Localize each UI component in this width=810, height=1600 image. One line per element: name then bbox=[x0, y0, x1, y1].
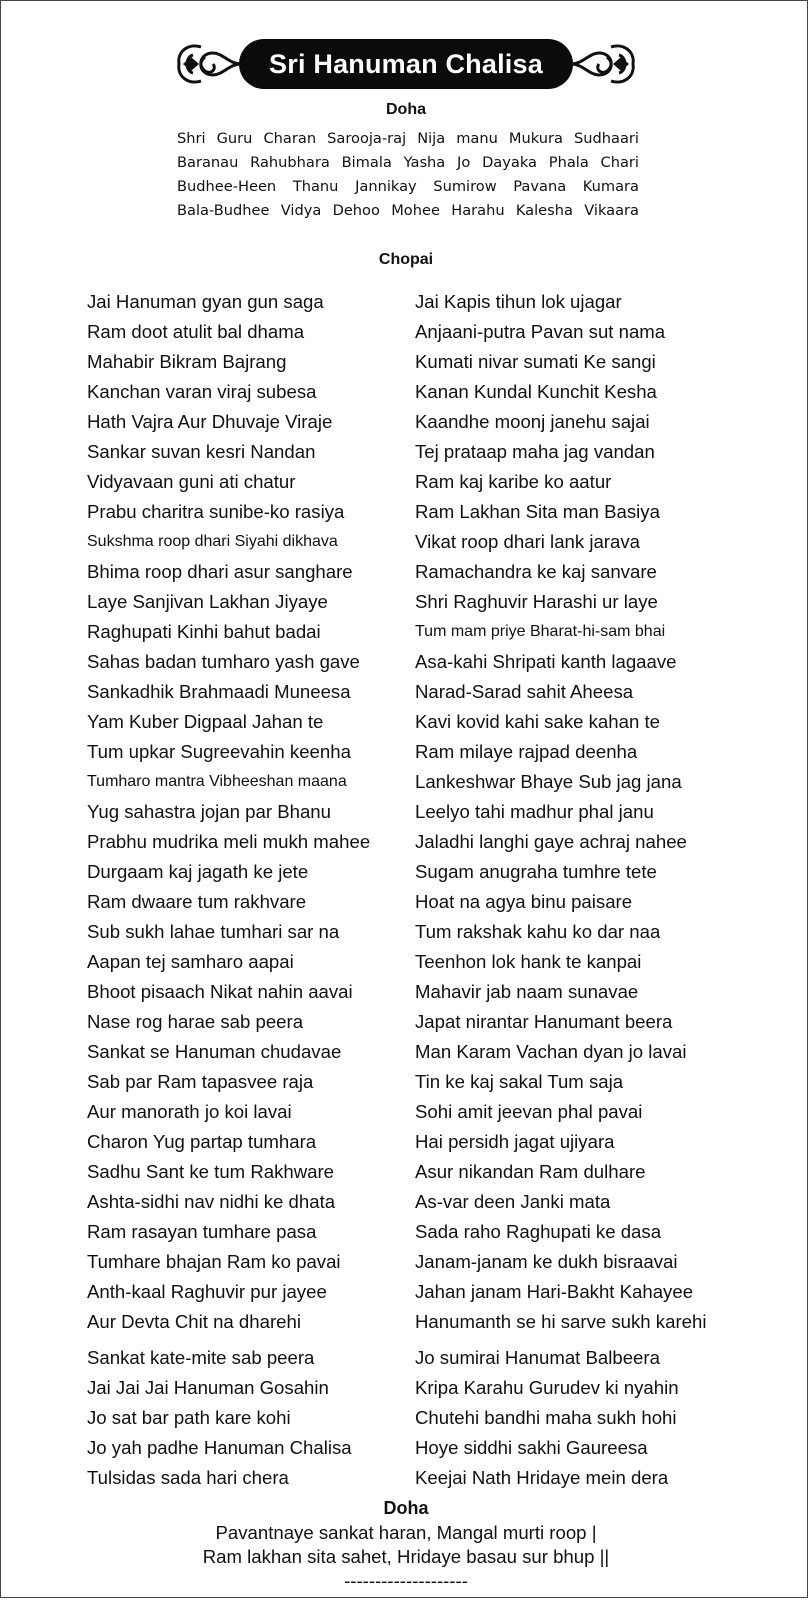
chopai-row bbox=[1, 827, 810, 857]
chopai-right-line: Ram milaye rajpad deenha bbox=[415, 741, 638, 762]
chopai-right-line: Jo sumirai Hanumat Balbeera bbox=[415, 1347, 660, 1368]
chopai-row bbox=[1, 737, 810, 767]
scroll-ornament-icon bbox=[569, 39, 641, 89]
chopai-left-line: Jo sat bar path kare kohi bbox=[87, 1407, 291, 1428]
chopai-row bbox=[1, 527, 810, 557]
chopai-row bbox=[1, 887, 810, 917]
chopai-row bbox=[1, 707, 810, 737]
chopai-left-line: Sahas badan tumharo yash gave bbox=[87, 651, 360, 672]
scroll-ornament-icon bbox=[171, 39, 243, 89]
verse-line: Pavantnaye sankat haran, Mangal murti roop | bbox=[215, 1522, 597, 1543]
chopai-left-line: Sadhu Sant ke tum Rakhware bbox=[87, 1161, 335, 1182]
chopai-row bbox=[1, 1157, 810, 1187]
chopai-right-line: Sada raho Raghupati ke dasa bbox=[415, 1221, 662, 1242]
chopai-right-line: Sugam anugraha tumhre tete bbox=[415, 861, 657, 882]
chopai-right-line: Mahavir jab naam sunavae bbox=[415, 981, 639, 1002]
chopai-right-line: Teenhon lok hank te kanpai bbox=[415, 951, 642, 972]
verse-line: Budhee-Heen Thanu Jannikay Sumirow Pavana Kumara bbox=[177, 178, 639, 195]
chopai-row bbox=[1, 1007, 810, 1037]
chopai-left-line: Jo yah padhe Hanuman Chalisa bbox=[87, 1437, 352, 1458]
chopai-row bbox=[1, 1037, 810, 1067]
chopai-row bbox=[1, 347, 810, 377]
chopai-row bbox=[1, 857, 810, 887]
chopai-verses bbox=[1, 287, 810, 1493]
chopai-right-line: Leelyo tahi madhur phal janu bbox=[415, 801, 654, 822]
verse-line: Shri Guru Charan Sarooja-raj Nija manu Mukura Sudhaari bbox=[177, 130, 639, 147]
chopai-right-line: Chutehi bandhi maha sukh hohi bbox=[415, 1407, 677, 1428]
chopai-left-line: Yam Kuber Digpaal Jahan te bbox=[87, 711, 324, 732]
chopai-left-line: Hath Vajra Aur Dhuvaje Viraje bbox=[87, 411, 333, 432]
chopai-right-line: Asur nikandan Ram dulhare bbox=[415, 1161, 646, 1182]
verse-line: Ram lakhan sita sahet, Hridaye basau sur bhup || bbox=[202, 1546, 610, 1567]
chopai-left-line: Prabu charitra sunibe-ko rasiya bbox=[87, 501, 345, 522]
chopai-left-line: Charon Yug partap tumhara bbox=[87, 1131, 317, 1152]
chopai-left-line: Bhoot pisaach Nikat nahin aavai bbox=[87, 981, 353, 1002]
chopai-row bbox=[1, 1433, 810, 1463]
chopai-right-line: Tin ke kaj sakal Tum saja bbox=[415, 1071, 624, 1092]
chopai-right-line: As-var deen Janki mata bbox=[415, 1191, 611, 1212]
page-title: Sri Hanuman Chalisa bbox=[269, 48, 543, 79]
chopai-left-line: Bhima roop dhari asur sanghare bbox=[87, 561, 353, 582]
chopai-row bbox=[1, 617, 810, 647]
chopai-right-line: Lankeshwar Bhaye Sub jag jana bbox=[415, 771, 682, 792]
chopai-left-line: Sab par Ram tapasvee raja bbox=[87, 1071, 314, 1092]
chopai-left-line: Ram dwaare tum rakhvare bbox=[87, 891, 307, 912]
chopai-row bbox=[1, 1187, 810, 1217]
chopai-left-line: Tum upkar Sugreevahin keenha bbox=[87, 741, 351, 762]
verse-line: Bala-Budhee Vidya Dehoo Mohee Harahu Kalesha Vikaara bbox=[177, 202, 639, 219]
chopai-left-line: Durgaam kaj jagath ke jete bbox=[87, 861, 309, 882]
chopai-left-line: Aapan tej samharo aapai bbox=[87, 951, 294, 972]
chopai-row bbox=[1, 1127, 810, 1157]
doha-opening-verse bbox=[177, 127, 639, 223]
chopai-left-line: Mahabir Bikram Bajrang bbox=[87, 351, 287, 372]
title-pill bbox=[239, 39, 573, 89]
chopai-right-line: Ram kaj karibe ko aatur bbox=[415, 471, 612, 492]
chopai-left-line: Ashta-sidhi nav nidhi ke dhata bbox=[87, 1191, 336, 1212]
chopai-left-line: Sankat se Hanuman chudavae bbox=[87, 1041, 342, 1062]
chopai-left-line: Tumharo mantra Vibheeshan maana bbox=[87, 773, 347, 790]
divider-line: -------------------- bbox=[344, 1570, 468, 1591]
chopai-row bbox=[1, 467, 810, 497]
doha-closing-verse bbox=[1, 1521, 810, 1593]
chopai-left-line: Sankar suvan kesri Nandan bbox=[87, 441, 316, 462]
chopai-left-line: Ram doot atulit bal dhama bbox=[87, 321, 305, 342]
chopai-row bbox=[1, 1217, 810, 1247]
chopai-right-line: Jahan janam Hari-Bakht Kahayee bbox=[415, 1281, 694, 1302]
chopai-right-line: Kripa Karahu Gurudev ki nyahin bbox=[415, 1377, 679, 1398]
chopai-row bbox=[1, 1097, 810, 1127]
chopai-right-line: Ram Lakhan Sita man Basiya bbox=[415, 501, 660, 522]
chopai-left-line: Kanchan varan viraj subesa bbox=[87, 381, 317, 402]
chopai-left-line: Sukshma roop dhari Siyahi dikhava bbox=[87, 533, 338, 550]
chopai-right-line: Janam-janam ke dukh bisraavai bbox=[415, 1251, 678, 1272]
chopai-row bbox=[1, 1343, 810, 1373]
doha-closing-heading: Doha bbox=[383, 1498, 429, 1518]
chopai-right-line: Keejai Nath Hridaye mein dera bbox=[415, 1467, 669, 1488]
chopai-row bbox=[1, 767, 810, 797]
chopai-row bbox=[1, 947, 810, 977]
chopai-heading: Chopai bbox=[378, 251, 434, 268]
chopai-right-line: Man Karam Vachan dyan jo lavai bbox=[415, 1041, 687, 1062]
chopai-right-line: Hai persidh jagat ujiyara bbox=[415, 1131, 615, 1152]
chopai-left-line: Raghupati Kinhi bahut badai bbox=[87, 621, 321, 642]
chopai-right-line: Tum rakshak kahu ko dar naa bbox=[415, 921, 661, 942]
chopai-left-line: Aur manorath jo koi lavai bbox=[87, 1101, 292, 1122]
verse-line: Baranau Rahubhara Bimala Yasha Jo Dayaka Phala Chari bbox=[177, 154, 639, 171]
chopai-right-line: Kanan Kundal Kunchit Kesha bbox=[415, 381, 657, 402]
chopai-left-line: Sankat kate-mite sab peera bbox=[87, 1347, 315, 1368]
chopai-right-line: Kavi kovid kahi sake kahan te bbox=[415, 711, 660, 732]
chopai-right-line: Tej prataap maha jag vandan bbox=[415, 441, 655, 462]
chopai-row bbox=[1, 407, 810, 437]
chopai-row bbox=[1, 377, 810, 407]
chopai-left-line: Prabhu mudrika meli mukh mahee bbox=[87, 831, 371, 852]
chopai-right-line: Kumati nivar sumati Ke sangi bbox=[415, 351, 656, 372]
chopai-left-line: Sankadhik Brahmaadi Muneesa bbox=[87, 681, 351, 702]
chopai-row bbox=[1, 1463, 810, 1493]
chopai-left-line: Tulsidas sada hari chera bbox=[87, 1467, 289, 1488]
chopai-right-line: Hanumanth se hi sarve sukh karehi bbox=[415, 1311, 707, 1332]
chopai-left-line: Nase rog harae sab peera bbox=[87, 1011, 304, 1032]
chopai-row bbox=[1, 977, 810, 1007]
doha-heading: Doha bbox=[386, 101, 426, 118]
chopai-row bbox=[1, 1403, 810, 1433]
title-banner bbox=[171, 39, 641, 89]
chopai-row bbox=[1, 1307, 810, 1337]
chopai-row bbox=[1, 797, 810, 827]
chopai-left-line: Jai Hanuman gyan gun saga bbox=[87, 291, 324, 312]
chopai-row bbox=[1, 557, 810, 587]
chopai-right-line: Asa-kahi Shripati kanth lagaave bbox=[415, 651, 677, 672]
chopai-row bbox=[1, 287, 810, 317]
chopai-right-line: Shri Raghuvir Harashi ur laye bbox=[415, 591, 658, 612]
chopai-right-line: Narad-Sarad sahit Aheesa bbox=[415, 681, 634, 702]
chopai-right-line: Hoye siddhi sakhi Gaureesa bbox=[415, 1437, 648, 1458]
chopai-left-line: Ram rasayan tumhare pasa bbox=[87, 1221, 317, 1242]
chopai-right-line: Jaladhi langhi gaye achraj nahee bbox=[415, 831, 687, 852]
chopai-row bbox=[1, 917, 810, 947]
chopai-left-line: Laye Sanjivan Lakhan Jiyaye bbox=[87, 591, 328, 612]
chopai-right-line: Vikat roop dhari lank jarava bbox=[415, 531, 640, 552]
chopai-row bbox=[1, 497, 810, 527]
chopai-left-line: Tumhare bhajan Ram ko pavai bbox=[87, 1251, 341, 1272]
chopai-row bbox=[1, 1067, 810, 1097]
chopai-right-line: Hoat na agya binu paisare bbox=[415, 891, 633, 912]
chopai-row bbox=[1, 1373, 810, 1403]
chopai-row bbox=[1, 677, 810, 707]
chopai-row bbox=[1, 647, 810, 677]
chopai-right-line: Anjaani-putra Pavan sut nama bbox=[415, 321, 666, 342]
chopai-row bbox=[1, 317, 810, 347]
chopai-left-line: Vidyavaan guni ati chatur bbox=[87, 471, 296, 492]
chopai-right-line: Jai Kapis tihun lok ujagar bbox=[415, 291, 622, 312]
chopai-row bbox=[1, 1247, 810, 1277]
chopai-row bbox=[1, 587, 810, 617]
chopai-right-line: Ramachandra ke kaj sanvare bbox=[415, 561, 657, 582]
chopai-left-line: Sub sukh lahae tumhari sar na bbox=[87, 921, 340, 942]
chopai-row bbox=[1, 1277, 810, 1307]
chopai-right-line: Kaandhe moonj janehu sajai bbox=[415, 411, 650, 432]
chopai-left-line: Yug sahastra jojan par Bhanu bbox=[87, 801, 331, 822]
chopai-row bbox=[1, 437, 810, 467]
chopai-left-line: Aur Devta Chit na dharehi bbox=[87, 1311, 301, 1332]
chopai-right-line: Japat nirantar Hanumant beera bbox=[415, 1011, 673, 1032]
chopai-right-line: Sohi amit jeevan phal pavai bbox=[415, 1101, 643, 1122]
chopai-left-line: Anth-kaal Raghuvir pur jayee bbox=[87, 1281, 327, 1302]
chopai-right-line: Tum mam priye Bharat-hi-sam bhai bbox=[415, 623, 666, 640]
chopai-left-line: Jai Jai Jai Hanuman Gosahin bbox=[87, 1377, 329, 1398]
